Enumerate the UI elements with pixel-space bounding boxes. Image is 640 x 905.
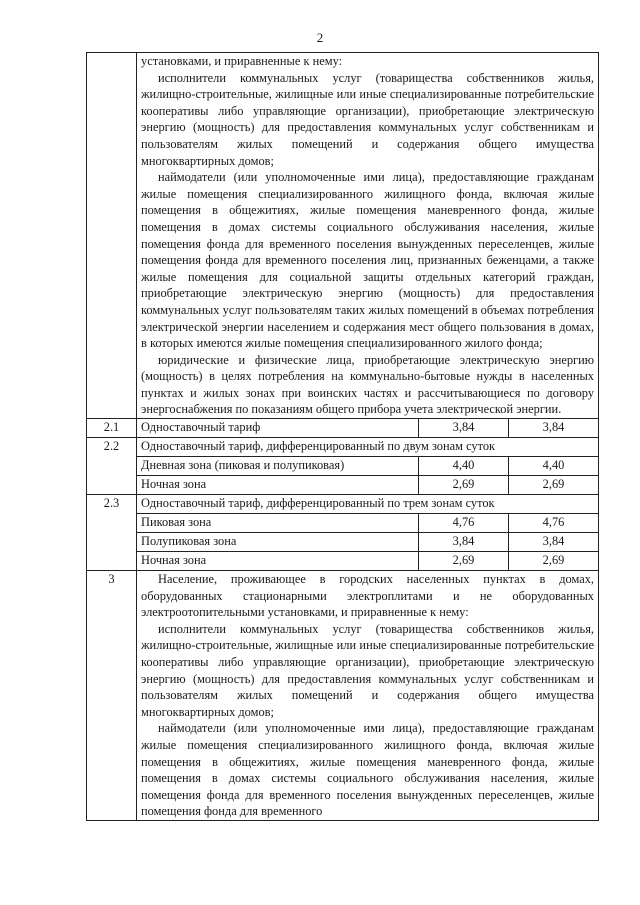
paragraph: Население, проживающее в городских населенных пунктах в домах, оборудованных стационарными электроплитами и не оборудованных электроотопительными установками, и приравненные к нему:	[141, 572, 595, 620]
tariff-name-cell: Пиковая зона	[137, 514, 419, 533]
table-row	[87, 552, 599, 571]
paragraph: юридические и физические лица, приобретающие электрическую энергию (мощность) в целях потребления на коммунально-бытовые нужды в населенных пунктах и жилых зонах при воинских частях и рассчитывающиеся по договору энергоснабжения по показаниям общего прибора учета электрической энергии.	[141, 352, 595, 417]
table-row	[87, 419, 599, 438]
table-row	[87, 514, 599, 533]
tariff-value-2: 3,84	[509, 419, 599, 438]
tariff-value-2: 3,84	[509, 533, 599, 552]
table-row	[87, 53, 599, 419]
tariff-group-heading: Одноставочный тариф, дифференцированный по двум зонам суток	[137, 438, 599, 457]
table-row	[87, 476, 599, 495]
table-row	[87, 438, 599, 457]
page-number: 2	[316, 30, 324, 45]
tariff-value-1: 4,76	[419, 514, 509, 533]
tariff-value-1: 3,84	[419, 419, 509, 438]
paragraph: наймодатели (или уполномоченные ими лица), предоставляющие гражданам жилые помещения специализированного жилищного фонда, включая жилые помещения в общежитиях, жилые помещения маневренного фонда, жилые помещения в домах системы социального обслуживания населения, жилые помещения фонда для временного поселения вынужденных переселенцев, жилые помещения фонда для временного	[141, 721, 595, 819]
row-number-cell: 2.2	[87, 438, 137, 495]
tariff-value-1: 2,69	[419, 552, 509, 571]
tariff-value-1: 2,69	[419, 476, 509, 495]
row-number-cell: 2.1	[87, 419, 137, 438]
table-row	[87, 571, 599, 821]
paragraph: исполнители коммунальных услуг (товарищества собственников жилья, жилищно-строительные, жилищные или иные специализированные потребительские кооперативы либо управляющие организации), приобретающие электрическую энергию (мощность) для предоставления коммунальных услуг собственникам и пользователям жилых помещений и содержания общего имущества многоквартирных домов;	[141, 70, 595, 168]
table-row	[87, 495, 599, 514]
row-number-cell	[87, 53, 137, 419]
tariff-name-cell: Ночная зона	[137, 552, 419, 571]
description-cell	[137, 571, 599, 821]
row-number-cell: 3	[87, 571, 137, 821]
tariff-value-1: 4,40	[419, 457, 509, 476]
tariff-name-cell: Дневная зона (пиковая и полупиковая)	[137, 457, 419, 476]
tariff-value-2: 2,69	[509, 552, 599, 571]
tariff-name-cell: Полупиковая зона	[137, 533, 419, 552]
table-row	[87, 457, 599, 476]
tariff-name-cell: Ночная зона	[137, 476, 419, 495]
tariff-value-2: 4,76	[509, 514, 599, 533]
tariff-table	[86, 52, 599, 821]
paragraph: наймодатели (или уполномоченные ими лица), предоставляющие гражданам жилые помещения специализированного жилищного фонда, включая жилые помещения в общежитиях, жилые помещения маневренного фонда, жилые помещения в домах системы социального обслуживания населения, жилые помещения фонда для временного поселения вынужденных переселенцев, жилые помещения фонда для временного поселения лиц, признанных беженцами, а также жилые помещения для социальной защиты отдельных категорий граждан, приобретающие электрическую энергию (мощность) для предоставления коммунальных услуг пользователям таких жилых помещений в объемах потребления электрической энергии населением и содержания мест общего пользования в домах, в которых имеются жилые помещения специализированного жилого фонда;	[141, 170, 595, 351]
table-row	[87, 533, 599, 552]
paragraph: установками, и приравненные к нему:	[141, 54, 343, 68]
tariff-name-cell: Одноставочный тариф	[137, 419, 419, 438]
tariff-value-2: 4,40	[509, 457, 599, 476]
row-number-cell: 2.3	[87, 495, 137, 571]
tariff-value-1: 3,84	[419, 533, 509, 552]
paragraph: исполнители коммунальных услуг (товарищества собственников жилья, жилищно-строительные, жилищные или иные специализированные потребительские кооперативы либо управляющие организации), приобретающие электрическую энергию (мощность) для предоставления коммунальных услуг собственникам и пользователям жилых помещений и содержания общего имущества многоквартирных домов;	[141, 621, 595, 719]
description-cell	[137, 53, 599, 419]
tariff-value-2: 2,69	[509, 476, 599, 495]
tariff-group-heading: Одноставочный тариф, дифференцированный по трем зонам суток	[137, 495, 599, 514]
